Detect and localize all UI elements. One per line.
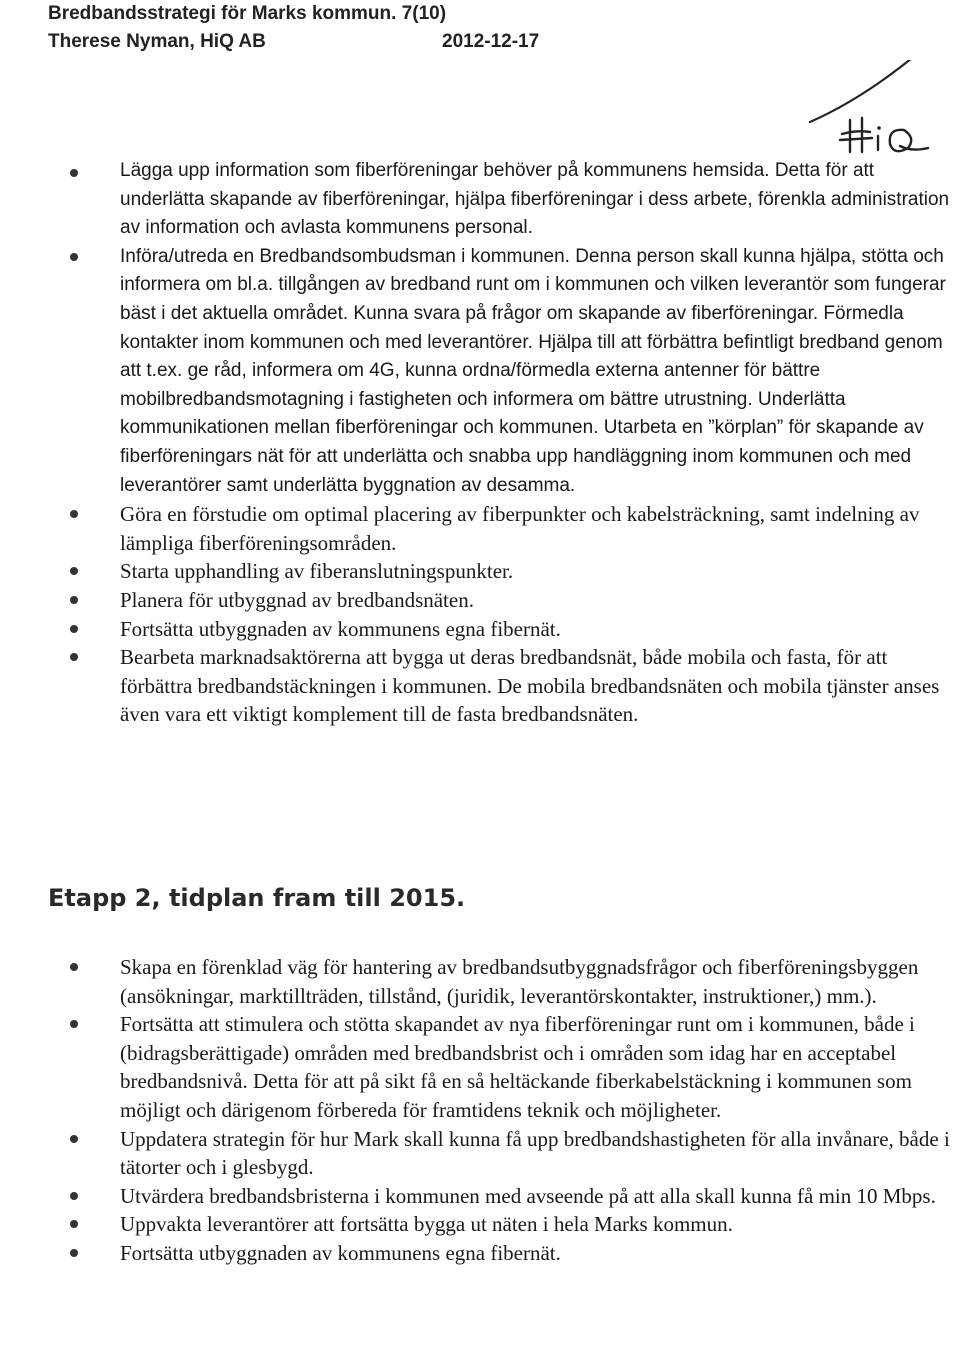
list-item-text: Lägga upp information som fiberföreningar behöver på kommunens hemsida. Detta för att underlätta skapande av fiberföreningar, hjälpa fiberföreningar i dess arbete, förenkla administration av information och avlasta kommunens personal. (120, 160, 950, 239)
list-item (70, 1010, 955, 1124)
bullet-icon (70, 653, 78, 661)
list-item-text: Skapa en förenklad väg för hantering av bredbandsutbyggnadsfrågor och fiberföreningsbyggen (ansökningar, marktillträden, tillstånd, (juridik, leverantörskontakter, instruktioner,) mm.). (120, 955, 919, 1008)
list-item (70, 557, 955, 586)
handwritten-signature (800, 60, 960, 160)
list-item-text: Fortsätta att stimulera och stötta skapandet av nya fiberföreningar runt om i kommunen, både i (bidragsberättigade) områden med bredbandsbrist och i områden som idag har en acceptabel bredbandsnivå. Detta för att på sikt få en så heltäckande fiberkabelstäckning i kommunen som möjligt och därigenom förbereda för framtidens teknik och möjligheter. (120, 1012, 915, 1122)
strategy-list-etapp2 (70, 953, 955, 1268)
header-author: Therese Nyman, HiQ AB (48, 31, 266, 52)
list-item-text: Fortsätta utbyggnaden av kommunens egna fibernät. (120, 616, 561, 641)
list-item (70, 500, 955, 557)
bullet-icon (70, 1020, 78, 1028)
header-date: 2012-12-17 (442, 31, 540, 52)
bullet-icon (70, 1220, 78, 1228)
bullet-icon (70, 169, 78, 177)
section-heading: Etapp 2, tidplan fram till 2015. (48, 884, 466, 912)
list-item (70, 953, 955, 1010)
list-item (70, 586, 955, 615)
list-item-text: Bearbeta marknadsaktörerna att bygga ut deras bredbandsnät, både mobila och fasta, för att förbättra bredbandstäckningen i kommunen. De mobila bredbandsnäten och mobila tjänster anses även vara ett viktigt komplement till de fasta bredbandsnäten. (120, 645, 940, 727)
list-item (70, 1239, 955, 1268)
bullet-icon (70, 596, 78, 604)
bullet-icon (70, 510, 78, 518)
list-item-text: Göra en förstudie om optimal placering av fiberpunkter och kabelsträckning, samt indelning av lämpliga fiberföreningsområden. (120, 502, 920, 555)
bullet-icon (70, 1192, 78, 1200)
strategy-list-etapp1 (70, 157, 955, 729)
list-item (70, 1210, 955, 1239)
list-item (70, 615, 955, 644)
list-item (70, 643, 955, 729)
list-item-text: Utvärdera bredbandsbristerna i kommunen med avseende på att alla skall kunna få min 10 Mbps. (120, 1183, 936, 1208)
list-item-text: Fortsätta utbyggnaden av kommunens egna fibernät. (120, 1240, 561, 1265)
list-item-text: Uppvakta leverantörer att fortsätta bygga ut näten i hela Marks kommun. (120, 1212, 733, 1237)
list-item-text: Planera för utbyggnad av bredbandsnäten. (120, 587, 474, 612)
list-item (70, 1125, 955, 1182)
bullet-icon (70, 963, 78, 971)
bullet-icon (70, 625, 78, 633)
bullet-icon (70, 1249, 78, 1257)
page-header (48, 0, 539, 56)
list-item (70, 1182, 955, 1211)
list-item-text: Införa/utreda en Bredbandsombudsman i kommunen. Denna person skall kunna hjälpa, stötta och informera om bl.a. tillgången av bredband runt om i kommunen och vilken leverantör som fungerar bäst i det aktuella området. Kunna svara på frågor om skapande av fiberföreningar. Förmedla kontakter inom kommunen och med leverantörer. Hjälpa till att förbättra befintligt bredband genom att t.ex. ge råd, informera om 4G, kunna ordna/förmedla externa antenner för bättre mobilbredbandsmotagning i fastigheten och informera om bättre utrustning. Underlätta kommunikationen mellan fiberföreningar och kommunen. Utarbeta en ”körplan” för skapande av fiberföreningars nät för att underlätta och snabba upp handläggning inom kommunen och med leverantörer samt underlätta byggnation av desamma. (120, 245, 946, 496)
list-item-text: Starta upphandling av fiberanslutningspunkter. (120, 559, 514, 584)
header-meta (48, 28, 539, 56)
bullet-icon (70, 253, 78, 261)
list-item (70, 243, 955, 500)
bullet-icon (70, 567, 78, 575)
list-item (70, 157, 955, 243)
list-item-text: Uppdatera strategin för hur Mark skall kunna få upp bredbandshastigheten för alla invånare, både i tätorter och i glesbygd. (120, 1126, 950, 1180)
header-title: Bredbandsstrategi för Marks kommun. 7(10) (48, 3, 447, 24)
bullet-icon (70, 1135, 78, 1143)
